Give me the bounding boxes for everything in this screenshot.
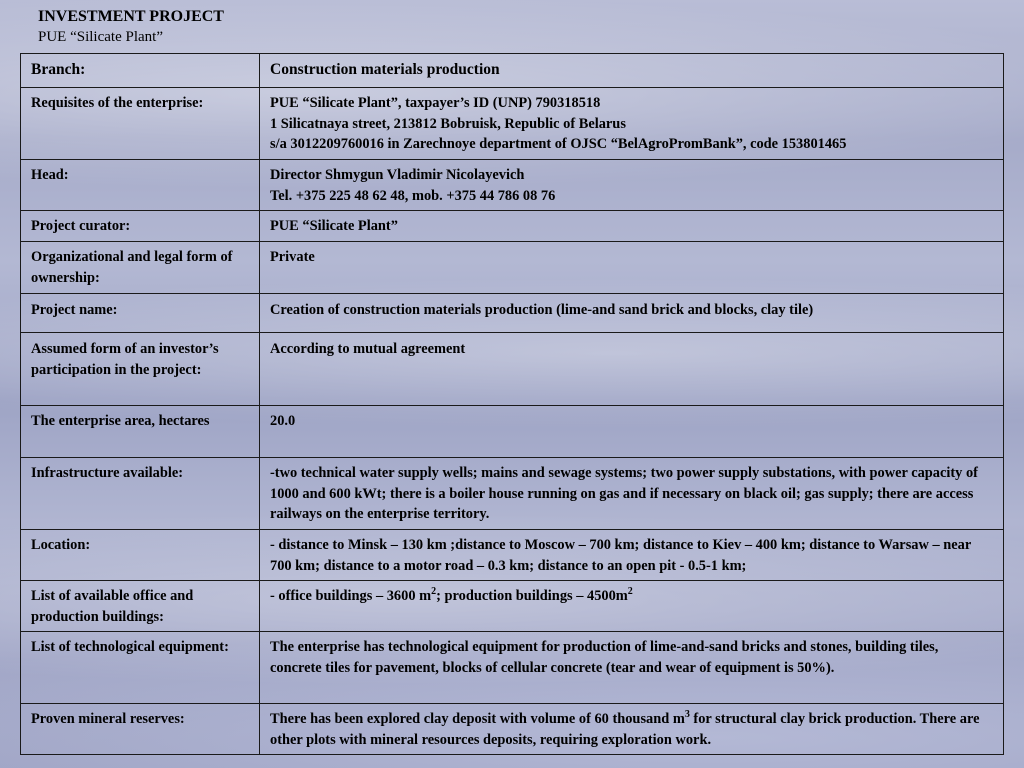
row-value-text: There has been explored clay deposit with volume of 60 thousand m — [270, 711, 685, 727]
document-title: INVESTMENT PROJECT — [38, 8, 224, 25]
row-label: Head: — [21, 160, 260, 211]
row-label: Project curator: — [21, 211, 260, 242]
row-label: Assumed form of an investor’s participation in the project: — [21, 333, 260, 406]
row-value-line: Director Shmygun Vladimir Nicolayevich — [270, 167, 525, 183]
table-row — [21, 530, 1004, 581]
table-row — [21, 294, 1004, 333]
table-row — [21, 242, 1004, 294]
row-value — [260, 88, 1004, 160]
row-value — [260, 406, 1004, 458]
table-row — [21, 581, 1004, 632]
table-row — [21, 406, 1004, 458]
superscript: 2 — [431, 586, 437, 598]
row-value — [260, 530, 1004, 581]
row-value — [260, 54, 1004, 88]
row-value-line: PUE “Silicate Plant”, taxpayer’s ID (UNP) 790318518 — [270, 95, 601, 111]
row-label: Location: — [21, 530, 260, 581]
row-value-line: 1 Silicatnaya street, 213812 Bobruisk, Republic of Belarus — [270, 115, 626, 132]
row-value — [260, 458, 1004, 530]
row-value-text: - distance to Minsk – 130 km ;distance to Moscow – 700 km; distance to Kiev – 400 km; distance to Warsaw – near 700 km; distance to a motor road – 0.3 km; distance to an open pit - 0.5-1 km; — [270, 537, 971, 574]
superscript: 2 — [627, 586, 633, 598]
row-value-text: Private — [270, 249, 315, 265]
row-label: Requisites of the enterprise: — [21, 88, 260, 160]
table-row — [21, 160, 1004, 211]
row-value-text: PUE “Silicate Plant” — [270, 218, 398, 234]
row-label: Infrastructure available: — [21, 458, 260, 530]
row-value-text: -two technical water supply wells; mains and sewage systems; two power supply substations, with power capacity of 1000 and 600 kWt; there is a boiler house running on gas and if necessary on black oil; gas supply; there are access railways on the enterprise territory. — [270, 465, 978, 522]
table-row — [21, 333, 1004, 406]
row-value-text: ; production buildings – 4500m — [436, 588, 628, 604]
row-label: List of technological equipment: — [21, 632, 260, 704]
row-value — [260, 333, 1004, 406]
row-value-line: Tel. +375 225 48 62 48, mob. +375 44 786 08 76 — [270, 187, 556, 204]
row-value — [260, 211, 1004, 242]
row-value-text: for structural clay brick production. There are other plots with mineral resources deposits, requiring exploration work. — [270, 711, 980, 748]
row-value — [260, 581, 1004, 632]
row-label: Branch: — [21, 54, 260, 88]
row-label: Project name: — [21, 294, 260, 333]
row-value-text: Creation of construction materials production (lime-and sand brick and blocks, clay tile) — [270, 302, 814, 318]
table-row — [21, 88, 1004, 160]
row-value — [260, 704, 1004, 755]
project-table — [20, 53, 1004, 755]
table-row — [21, 458, 1004, 530]
row-label: List of available office and production buildings: — [21, 581, 260, 632]
row-value-text: - office buildings – 3600 m — [270, 588, 432, 604]
row-value-text: According to mutual agreement — [270, 341, 466, 357]
table-row — [21, 54, 1004, 88]
row-value-text: The enterprise has technological equipment for production of lime-and-sand bricks and stones, building tiles, concrete tiles for pavement, blocks of cellular concrete (tear and wear of equipment is 50%). — [270, 639, 939, 676]
row-value — [260, 160, 1004, 211]
row-value-text: Construction materials production — [270, 61, 500, 78]
table-row — [21, 704, 1004, 755]
document-header — [38, 7, 224, 47]
table-row — [21, 211, 1004, 242]
row-value — [260, 242, 1004, 294]
row-value-line: s/a 3012209760016 in Zarechnoye department of OJSC “BelAgroPromBank”, code 153801465 — [270, 136, 847, 152]
row-value-text: 20.0 — [270, 413, 296, 429]
superscript: 3 — [684, 709, 690, 721]
table-row — [21, 632, 1004, 704]
row-value — [260, 294, 1004, 333]
row-label: Organizational and legal form of ownership: — [21, 242, 260, 294]
row-value — [260, 632, 1004, 704]
row-label: The enterprise area, hectares — [21, 406, 260, 458]
document-subtitle: PUE “Silicate Plant” — [38, 29, 163, 45]
row-label: Proven mineral reserves: — [21, 704, 260, 755]
